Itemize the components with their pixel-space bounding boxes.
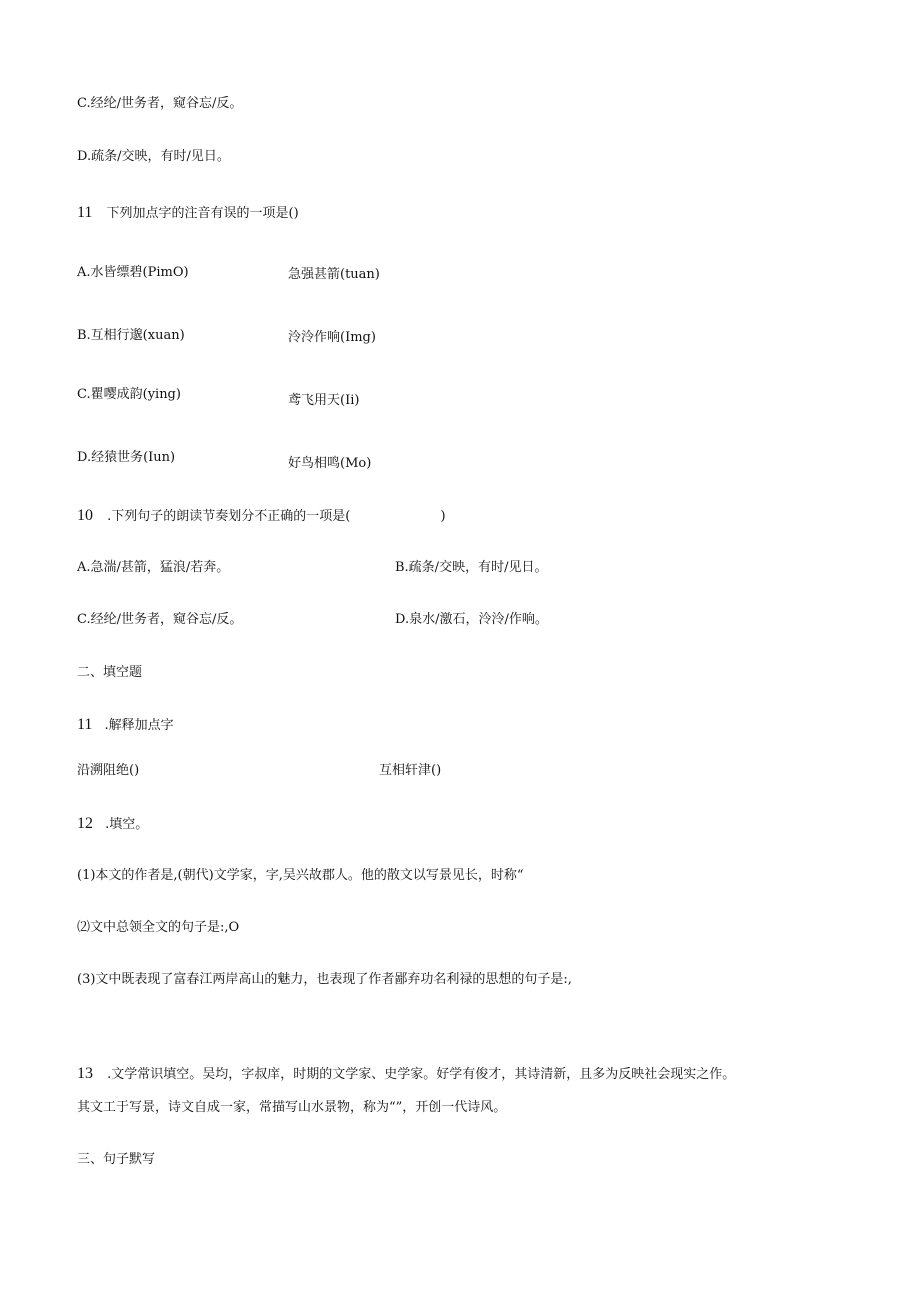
q11b-item-2: 互相轩津() bbox=[379, 763, 442, 778]
question-stem: .填空。 bbox=[105, 817, 149, 832]
q10-option-a: A.急湍/甚箭，猛浪/若奔。 bbox=[77, 560, 230, 575]
q11a-option-a-left: A.水皆缥碧(PimO) bbox=[77, 265, 189, 280]
question-number: 11 bbox=[77, 716, 93, 733]
q10-option-b: B.疏条/交映，有时/见日。 bbox=[395, 560, 548, 575]
q12-sub-2: ⑵文中总领全文的句子是:,O bbox=[77, 920, 240, 935]
q11a-option-b-right: 泠泠作响(Img) bbox=[288, 330, 376, 345]
question-stem: .解释加点字 bbox=[104, 718, 174, 733]
q11b-stem-line bbox=[77, 716, 174, 735]
section-heading-dictation: 三、句子默写 bbox=[77, 1152, 156, 1167]
question-number: 10 bbox=[77, 507, 93, 524]
q11a-option-d-right: 好鸟相鸣(Mo) bbox=[288, 456, 372, 471]
answer-blank-close: ) bbox=[440, 509, 446, 524]
q11b-item-1: 沿溯阻绝() bbox=[77, 763, 140, 778]
q10-option-d: D.泉水/激石，泠泠/作响。 bbox=[395, 612, 548, 627]
q13-line-1 bbox=[77, 1065, 735, 1084]
q12-sub-1: (1)本文的作者是,(朝代)文学家，字,吴兴故郡人。他的散文以写景见长，时称“ bbox=[77, 868, 524, 883]
section-heading-fill-in: 二、填空题 bbox=[77, 665, 143, 680]
q12-stem-line bbox=[77, 815, 148, 834]
q11a-option-b-left: B.互相行邈(xuan) bbox=[77, 328, 185, 343]
q11a-option-c-left: C.瞿嘤成韵(ying) bbox=[77, 387, 181, 402]
q13-line-2: 其文工于写景，诗文自成一家，常描写山水景物，称为“”，开创一代诗风。 bbox=[77, 1100, 507, 1115]
q12-sub-3: (3)文中既表现了富春江两岸高山的魅力，也表现了作者鄙弃功名利禄的思想的句子是:, bbox=[77, 972, 572, 987]
q9-option-d: D.疏条/交映，有时/见日。 bbox=[77, 149, 230, 164]
question-stem: 下列加点字的注音有误的一项是() bbox=[106, 206, 299, 221]
q11a-option-a-right: 急强甚箭(tuan) bbox=[288, 267, 380, 282]
q9-option-c: C.经纶/世务者，窥谷忘/反。 bbox=[77, 96, 243, 111]
q11a-option-c-right: 鸢飞用天(Ii) bbox=[288, 393, 360, 408]
question-number: 11 bbox=[77, 204, 93, 221]
question-stem: .文学常识填空。吴均，字叔庠，时期的文学家、史学家。好学有俊才，其诗清新，且多为反映社会现实之作。 bbox=[107, 1067, 736, 1082]
question-number: 12 bbox=[77, 815, 93, 832]
q10-stem-line bbox=[77, 507, 446, 526]
q11a-stem-line bbox=[77, 204, 299, 223]
question-stem: .下列句子的朗读节奏划分不正确的一项是( bbox=[107, 509, 351, 524]
q11a-option-d-left: D.经猿世务(Iun) bbox=[77, 450, 176, 465]
q10-option-c: C.经纶/世务者，窥谷忘/反。 bbox=[77, 612, 243, 627]
question-number: 13 bbox=[77, 1065, 93, 1082]
